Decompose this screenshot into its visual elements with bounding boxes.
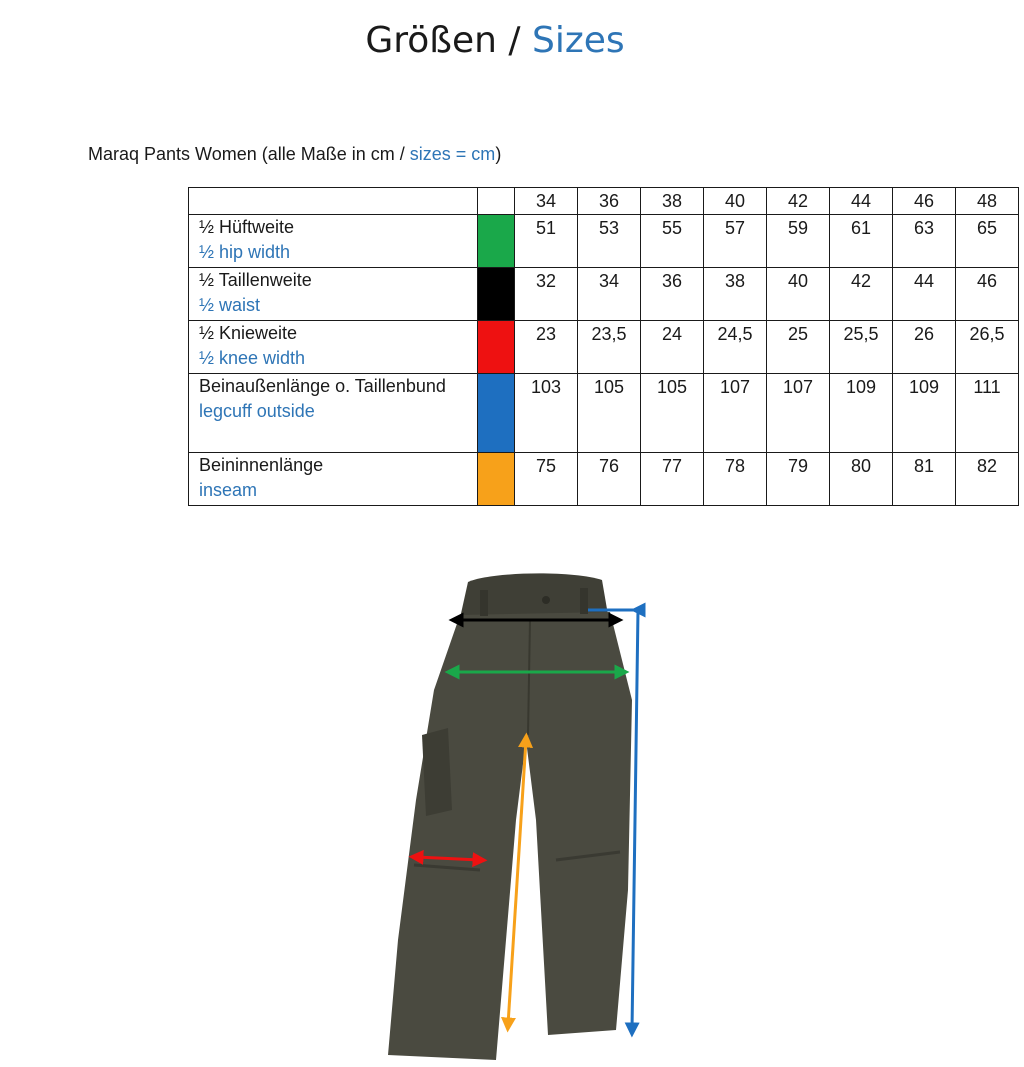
color-swatch (478, 268, 515, 321)
measurement-value: 53 (578, 215, 641, 268)
size-header: 44 (830, 188, 893, 215)
measurement-value: 23,5 (578, 321, 641, 374)
table-caption (88, 142, 501, 166)
measurement-value: 51 (515, 215, 578, 268)
size-header: 34 (515, 188, 578, 215)
measurement-value: 81 (893, 453, 956, 506)
measurement-value: 103 (515, 374, 578, 453)
measurement-value: 75 (515, 453, 578, 506)
size-header: 36 (578, 188, 641, 215)
measurement-value: 59 (767, 215, 830, 268)
size-header-row (189, 188, 1019, 215)
measurement-value: 40 (767, 268, 830, 321)
title-de: Größen (365, 20, 497, 61)
header-empty-swatch (478, 188, 515, 215)
measurement-label (189, 268, 478, 321)
measurement-value: 82 (956, 453, 1019, 506)
title-separator: / (508, 20, 521, 61)
title-en: Sizes (531, 20, 625, 61)
measurement-label (189, 215, 478, 268)
measurement-label-en: inseam (199, 480, 258, 500)
measurement-value: 111 (956, 374, 1019, 453)
measurement-value: 26,5 (956, 321, 1019, 374)
size-header: 42 (767, 188, 830, 215)
measurement-value: 109 (893, 374, 956, 453)
size-header: 40 (704, 188, 767, 215)
measurement-value: 32 (515, 268, 578, 321)
measurement-label-en: legcuff outside (199, 401, 315, 421)
measurement-value: 107 (767, 374, 830, 453)
measurement-value: 38 (704, 268, 767, 321)
measurement-label (189, 321, 478, 374)
measurement-value: 55 (641, 215, 704, 268)
size-header: 38 (641, 188, 704, 215)
measurement-value: 76 (578, 453, 641, 506)
measurement-value: 46 (956, 268, 1019, 321)
caption-end: ) (495, 144, 502, 164)
measurement-value: 79 (767, 453, 830, 506)
color-swatch (478, 374, 515, 453)
color-swatch (478, 453, 515, 506)
measurement-value: 24 (641, 321, 704, 374)
measurement-row (189, 215, 1019, 268)
measurement-value: 61 (830, 215, 893, 268)
measurement-label-en: ½ hip width (199, 242, 291, 262)
measurement-value: 63 (893, 215, 956, 268)
size-table (188, 187, 1019, 506)
measurement-value: 109 (830, 374, 893, 453)
measurement-value: 42 (830, 268, 893, 321)
measurement-value: 25,5 (830, 321, 893, 374)
measurement-label (189, 453, 478, 506)
measurement-label-de: Beininnenlänge (199, 455, 324, 475)
caption-en: sizes = cm (409, 144, 496, 164)
caption-main: Maraq Pants Women (alle Maße in cm / (88, 144, 410, 164)
measurement-value: 105 (578, 374, 641, 453)
measurement-row (189, 268, 1019, 321)
measurement-row (189, 453, 1019, 506)
measurement-value: 36 (641, 268, 704, 321)
measurement-label-en: ½ knee width (199, 348, 306, 368)
measurement-label-en: ½ waist (199, 295, 261, 315)
header-empty-label (189, 188, 478, 215)
size-header: 48 (956, 188, 1019, 215)
pants-illustration (370, 560, 670, 1065)
measurement-value: 77 (641, 453, 704, 506)
measurement-label-de: ½ Hüftweite (199, 217, 295, 237)
page-title (0, 18, 990, 64)
measurement-label (189, 374, 478, 453)
measurement-value: 105 (641, 374, 704, 453)
measurement-value: 25 (767, 321, 830, 374)
size-header: 46 (893, 188, 956, 215)
measurement-label-de: ½ Knieweite (199, 323, 298, 343)
measurement-value: 26 (893, 321, 956, 374)
measurement-value: 65 (956, 215, 1019, 268)
measurement-row (189, 374, 1019, 453)
color-swatch (478, 215, 515, 268)
measurement-value: 23 (515, 321, 578, 374)
measurement-value: 57 (704, 215, 767, 268)
measurement-value: 80 (830, 453, 893, 506)
measurement-value: 78 (704, 453, 767, 506)
measurement-label-de: Beinaußenlänge o. Taillenbund (199, 376, 446, 396)
measurement-value: 34 (578, 268, 641, 321)
measurement-row (189, 321, 1019, 374)
measurement-value: 44 (893, 268, 956, 321)
measurement-value: 24,5 (704, 321, 767, 374)
measurement-value: 107 (704, 374, 767, 453)
color-swatch (478, 321, 515, 374)
measurement-label-de: ½ Taillenweite (199, 270, 312, 290)
